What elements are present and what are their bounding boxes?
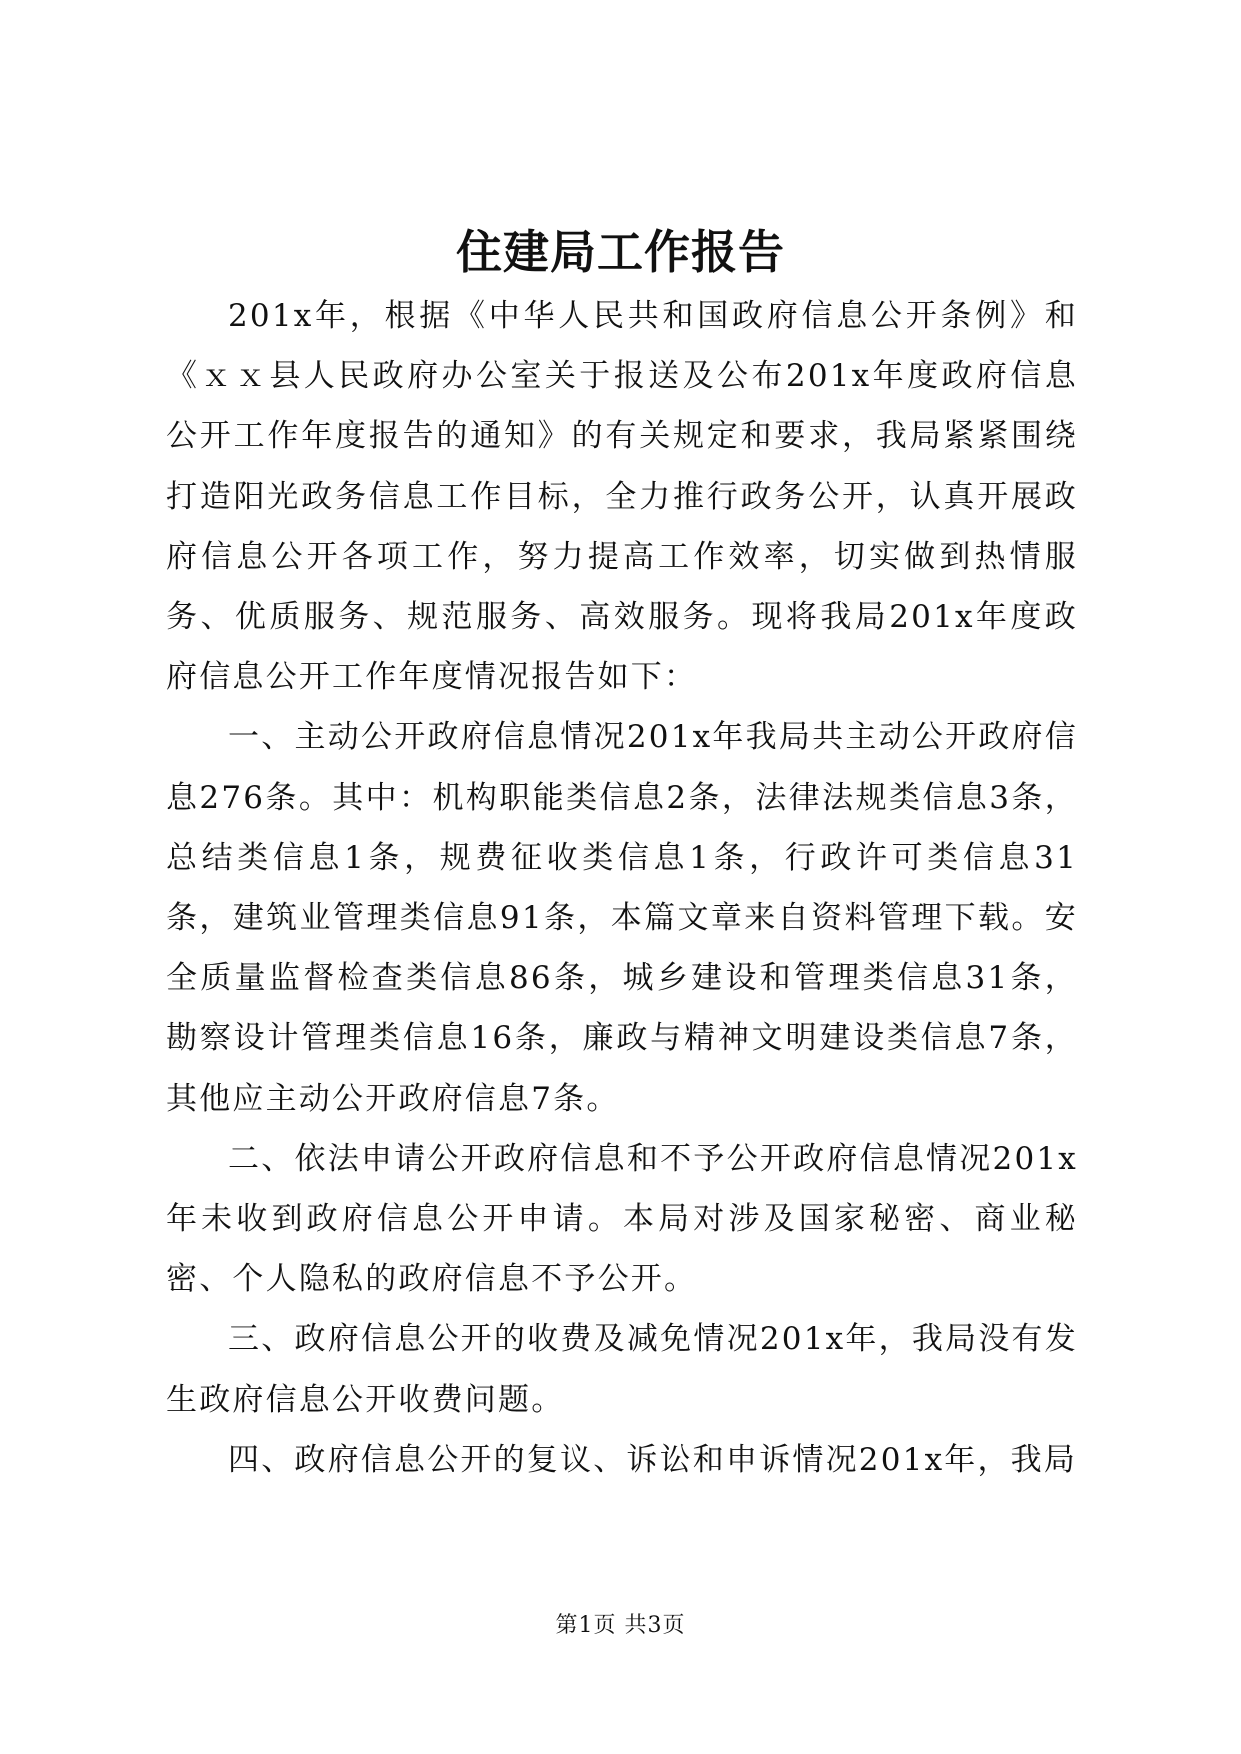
paragraph-intro: 201x年，根据《中华人民共和国政府信息公开条例》和《ｘｘ县人民政府办公室关于报送及公布201x年度政府信息公开工作年度报告的通知》的有关规定和要求，我局紧紧围绕打造阳光政务信息工作目标，全力推行政务公开，认真开展政府信息公开各项工作，努力提高工作效率，切实做到热情服务、优质服务、规范服务、高效服务。现将我局201x年度政府信息公开工作年度情况报告如下： [166,298,1078,696]
document-title: 住建局工作报告 [456,225,785,279]
paragraph-section-1: 一、主动公开政府信息情况201x年我局共主动公开政府信息276条。其中：机构职能类信息2条，法律法规类信息3条，总结类信息1条，规费征收类信息1条，行政许可类信息31条，建筑业管理类信息91条，本篇文章来自资料管理下载。安全质量监督检查类信息86条，城乡建设和管理类信息31条，勘察设计管理类信息16条，廉政与精神文明建设类信息7条，其他应主动公开政府信息7条。 [166,719,1078,1117]
page-number-footer: 第1页 共3页 [555,1613,686,1638]
paragraph-section-3: 三、政府信息公开的收费及减免情况201x年，我局没有发生政府信息公开收费问题。 [166,1321,1078,1418]
document-body [166,286,1078,1490]
paragraph-section-4: 四、政府信息公开的复议、诉讼和申诉情况201x年，我局 [228,1441,1078,1478]
paragraph-section-2: 二、依法申请公开政府信息和不予公开政府信息情况201x年未收到政府信息公开申请。本局对涉及国家秘密、商业秘密、个人隐私的政府信息不予公开。 [166,1140,1078,1298]
